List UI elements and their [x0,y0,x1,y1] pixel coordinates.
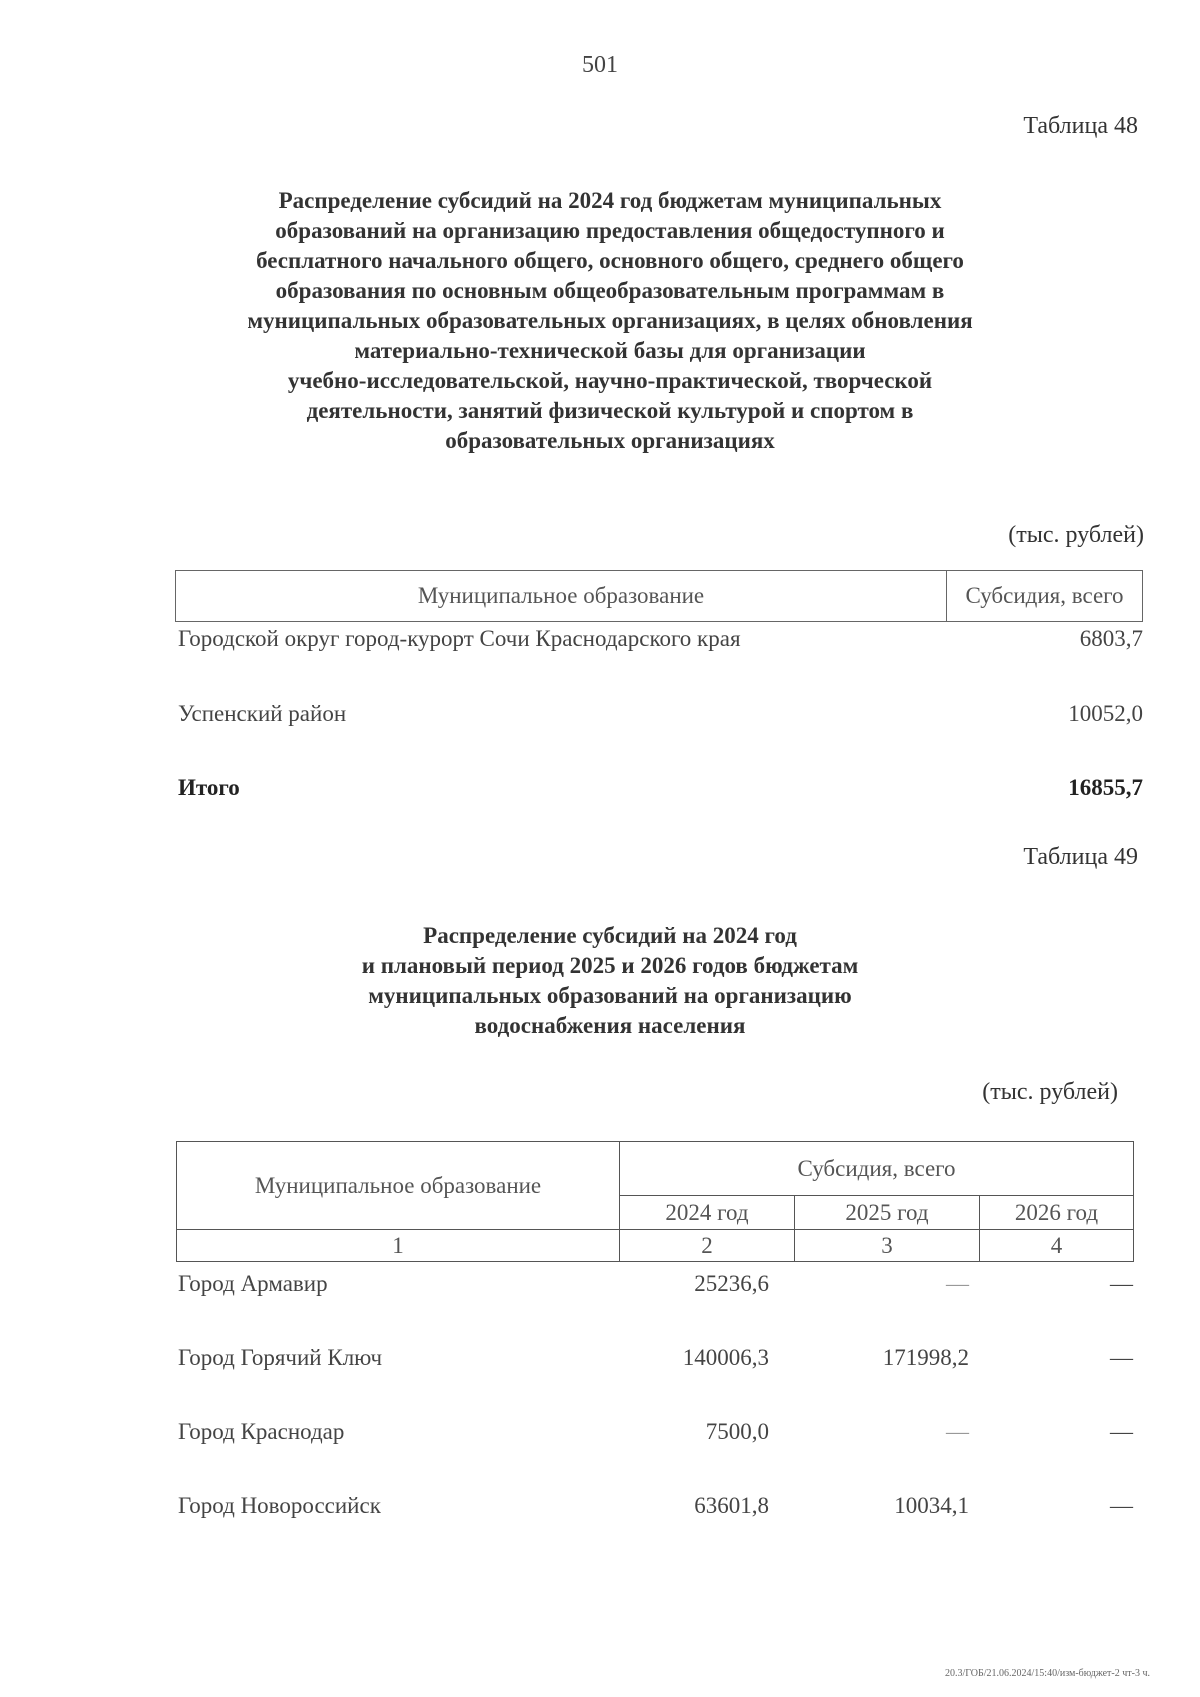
header-year-2025: 2025 год [795,1196,980,1230]
table-row [178,1345,1133,1375]
title-line: Распределение субсидий на 2024 год бюджетам муниципальных [278,188,942,213]
title-line: материально-технической базы для организации [354,338,866,363]
document-footer: 20.3/ГОБ/21.06.2024/15:40/изм-бюджет-2 чт-3 ч. [944,1668,1150,1679]
row-municipality: Город Краснодар [178,1419,345,1444]
row-value-2025: 171998,2 [882,1345,969,1370]
row-municipality: Город Армавир [178,1271,328,1296]
row-value-2024: 140006,3 [682,1345,769,1370]
col-number-3: 3 [795,1230,980,1262]
title-line: муниципальных образовательных организациях, в целях обновления [247,308,973,333]
title-line: образования по основным общеобразовательным программам в [275,278,945,303]
table-49-units: (тыс. рублей) [982,1079,1118,1105]
row-value-2026: — [1110,1419,1133,1444]
row-value: 6803,7 [1079,626,1143,651]
title-line: образований на организацию предоставления общедоступного и [275,218,945,243]
table-48-header [175,570,1143,622]
header-subsidy-total: Субсидия, всего [947,571,1143,622]
header-municipality: Муниципальное образование [177,1142,620,1230]
table-row [178,1419,1133,1449]
table-48-label: Таблица 48 [1023,113,1138,139]
table-49-header [176,1141,1134,1262]
col-number-4: 4 [980,1230,1134,1262]
header-municipality: Муниципальное образование [176,571,947,622]
row-value-2024: 63601,8 [694,1493,769,1518]
row-municipality: Город Горячий Ключ [178,1345,383,1370]
total-label: Итого [178,775,240,800]
page-number: 501 [582,52,618,78]
row-value-2026: — [1110,1345,1133,1370]
table-49-title [150,921,1070,1041]
row-value-2025: — [946,1419,969,1444]
row-value-2026: — [1110,1493,1133,1518]
row-value-2025: 10034,1 [894,1493,969,1518]
title-line: бесплатного начального общего, основного общего, среднего общего [256,248,964,273]
table-48-units: (тыс. рублей) [1008,522,1144,548]
col-number-2: 2 [620,1230,795,1262]
table-48-title [150,186,1070,456]
title-line: водоснабжения населения [474,1013,746,1038]
row-municipality: Городской округ город-курорт Сочи Краснодарского края [178,626,741,651]
title-line: муниципальных образований на организацию [368,983,852,1008]
title-line: и плановый период 2025 и 2026 годов бюджетам [361,953,859,978]
title-line: учебно-исследовательской, научно-практической, творческой [287,368,933,393]
header-subsidy-total: Субсидия, всего [620,1142,1134,1196]
row-value-2024: 25236,6 [694,1271,769,1296]
row-value-2024: 7500,0 [705,1419,769,1444]
row-value: 10052,0 [1068,701,1143,726]
row-value-2026: — [1110,1271,1133,1296]
title-line: деятельности, занятий физической культурой и спортом в [306,398,914,423]
table-row [178,1271,1133,1301]
total-value: 16855,7 [1068,775,1143,800]
row-municipality: Успенский район [178,701,347,726]
title-line: Распределение субсидий на 2024 год [423,923,797,948]
table-49-label: Таблица 49 [1023,844,1138,870]
title-line: образовательных организациях [445,428,775,453]
row-municipality: Город Новороссийск [178,1493,381,1518]
header-year-2024: 2024 год [620,1196,795,1230]
col-number-1: 1 [177,1230,620,1262]
row-value-2025: — [946,1271,969,1296]
table-row [178,1493,1133,1523]
header-year-2026: 2026 год [980,1196,1134,1230]
